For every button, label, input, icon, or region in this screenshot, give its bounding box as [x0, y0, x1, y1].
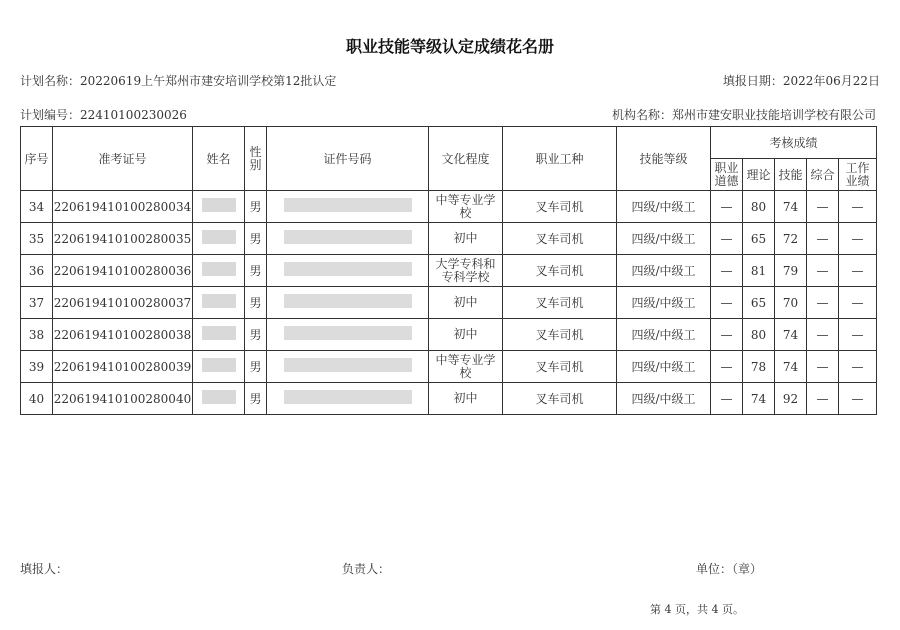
cell-theory: 80: [743, 319, 775, 351]
cell-overall: —: [807, 191, 839, 223]
cell-exam-no: 220619410100280036: [53, 255, 193, 287]
redacted-name: [202, 326, 236, 340]
cell-id-redacted: [267, 255, 429, 287]
cell-theory: 74: [743, 383, 775, 415]
cell-gender: 男: [245, 383, 267, 415]
cell-exam-no: 220619410100280037: [53, 287, 193, 319]
col-ethics-line2: 道德: [714, 173, 739, 188]
cell-occupation: 叉车司机: [503, 287, 617, 319]
redacted-id-number: [284, 262, 412, 276]
filler-label: 填报人：: [20, 562, 69, 576]
cell-name-redacted: [193, 351, 245, 383]
redacted-id-number: [284, 294, 412, 308]
education-line1: 中等专业学: [435, 352, 496, 367]
cell-occupation: 叉车司机: [503, 319, 617, 351]
col-occupation: 职业工种: [503, 127, 617, 191]
cell-theory: 81: [743, 255, 775, 287]
cell-seq: 40: [21, 383, 53, 415]
cell-skill: 74: [775, 319, 807, 351]
cell-skill-level: 四级/中级工: [617, 351, 711, 383]
col-ethics: [711, 159, 743, 191]
cell-theory: 65: [743, 287, 775, 319]
cell-education: [429, 287, 503, 319]
cell-ethics: —: [711, 287, 743, 319]
cell-gender: 男: [245, 191, 267, 223]
cell-gender: 男: [245, 223, 267, 255]
col-overall: 综合: [807, 159, 839, 191]
cell-skill-level: 四级/中级工: [617, 319, 711, 351]
cell-gender: 男: [245, 351, 267, 383]
cell-exam-no: 220619410100280034: [53, 191, 193, 223]
cell-performance: —: [839, 351, 877, 383]
fill-date: 填报日期：2022年06月22日: [722, 74, 880, 88]
col-skill-level: 技能等级: [617, 127, 711, 191]
table-row: [21, 223, 877, 255]
redacted-id-number: [284, 230, 412, 244]
cell-occupation: 叉车司机: [503, 383, 617, 415]
unit-seal-label: 单位：（章）: [696, 562, 763, 576]
education-line1: 初中: [453, 295, 478, 309]
cell-skill-level: 四级/中级工: [617, 383, 711, 415]
cell-id-redacted: [267, 223, 429, 255]
redacted-id-number: [284, 358, 412, 372]
cell-education: [429, 223, 503, 255]
cell-overall: —: [807, 351, 839, 383]
cell-ethics: —: [711, 383, 743, 415]
cell-theory: 80: [743, 191, 775, 223]
cell-overall: —: [807, 223, 839, 255]
score-table: [20, 126, 877, 415]
cell-performance: —: [839, 223, 877, 255]
table-header-row: [21, 127, 877, 159]
cell-education: [429, 255, 503, 287]
education-line1: 初中: [453, 391, 478, 405]
cell-seq: 34: [21, 191, 53, 223]
plan-name: 计划名称：20220619上午郑州市建安培训学校第12批认定: [20, 74, 337, 88]
table-row: [21, 351, 877, 383]
cell-exam-no: 220619410100280040: [53, 383, 193, 415]
cell-skill: 72: [775, 223, 807, 255]
cell-overall: —: [807, 383, 839, 415]
cell-gender: 男: [245, 287, 267, 319]
cell-name-redacted: [193, 383, 245, 415]
redacted-name: [202, 230, 236, 244]
cell-skill: 92: [775, 383, 807, 415]
cell-skill: 74: [775, 351, 807, 383]
redacted-name: [202, 390, 236, 404]
cell-skill: 79: [775, 255, 807, 287]
cell-performance: —: [839, 319, 877, 351]
col-performance: [839, 159, 877, 191]
cell-overall: —: [807, 255, 839, 287]
organization-name: 机构名称：郑州市建安职业技能培训学校有限公司: [611, 108, 876, 122]
cell-education: [429, 319, 503, 351]
cell-name-redacted: [193, 223, 245, 255]
cell-name-redacted: [193, 255, 245, 287]
page-indicator: 第 4 页，共 4 页。: [650, 603, 744, 616]
education-line2: 专科学校: [441, 269, 490, 284]
cell-overall: —: [807, 287, 839, 319]
education-line1: 中等专业学: [435, 192, 496, 207]
table-row: [21, 383, 877, 415]
plan-number: 计划编号：22410100230026: [20, 108, 187, 122]
col-ethics-line1: 职业: [714, 160, 739, 175]
redacted-name: [202, 294, 236, 308]
col-education: 文化程度: [429, 127, 503, 191]
cell-seq: 38: [21, 319, 53, 351]
cell-seq: 39: [21, 351, 53, 383]
cell-overall: —: [807, 319, 839, 351]
col-exam-no: 准考证号: [53, 127, 193, 191]
cell-ethics: —: [711, 191, 743, 223]
education-line2: 校: [459, 205, 472, 220]
cell-skill: 70: [775, 287, 807, 319]
cell-exam-no: 220619410100280039: [53, 351, 193, 383]
cell-id-redacted: [267, 191, 429, 223]
col-seq: 序号: [21, 127, 53, 191]
cell-seq: 37: [21, 287, 53, 319]
cell-gender: 男: [245, 255, 267, 287]
col-id-no: 证件号码: [267, 127, 429, 191]
cell-ethics: —: [711, 319, 743, 351]
col-scores-group: 考核成绩: [711, 127, 877, 159]
redacted-id-number: [284, 390, 412, 404]
cell-name-redacted: [193, 287, 245, 319]
table-row: [21, 287, 877, 319]
col-skill: 技能: [775, 159, 807, 191]
cell-theory: 65: [743, 223, 775, 255]
cell-skill-level: 四级/中级工: [617, 287, 711, 319]
cell-id-redacted: [267, 351, 429, 383]
redacted-id-number: [284, 198, 412, 212]
cell-occupation: 叉车司机: [503, 351, 617, 383]
cell-skill-level: 四级/中级工: [617, 255, 711, 287]
education-line1: 初中: [453, 231, 478, 245]
cell-occupation: 叉车司机: [503, 191, 617, 223]
cell-skill-level: 四级/中级工: [617, 223, 711, 255]
education-line1: 大学专科和: [435, 256, 496, 271]
cell-gender: 男: [245, 319, 267, 351]
cell-performance: —: [839, 287, 877, 319]
col-name: 姓名: [193, 127, 245, 191]
responsible-label: 负责人：: [342, 562, 391, 576]
col-performance-line2: 业绩: [845, 173, 870, 188]
cell-theory: 78: [743, 351, 775, 383]
cell-ethics: —: [711, 351, 743, 383]
cell-seq: 35: [21, 223, 53, 255]
cell-performance: —: [839, 383, 877, 415]
col-gender-line1: 性: [249, 144, 262, 159]
redacted-id-number: [284, 326, 412, 340]
cell-exam-no: 220619410100280035: [53, 223, 193, 255]
cell-occupation: 叉车司机: [503, 255, 617, 287]
cell-exam-no: 220619410100280038: [53, 319, 193, 351]
cell-occupation: 叉车司机: [503, 223, 617, 255]
table-row: [21, 191, 877, 223]
cell-name-redacted: [193, 319, 245, 351]
cell-seq: 36: [21, 255, 53, 287]
col-performance-line1: 工作: [845, 160, 870, 175]
cell-skill-level: 四级/中级工: [617, 191, 711, 223]
col-gender-line2: 别: [249, 157, 262, 172]
cell-name-redacted: [193, 191, 245, 223]
cell-education: [429, 383, 503, 415]
col-gender: [245, 127, 267, 191]
cell-id-redacted: [267, 383, 429, 415]
table-row: [21, 319, 877, 351]
education-line2: 校: [459, 365, 472, 380]
redacted-name: [202, 358, 236, 372]
cell-id-redacted: [267, 287, 429, 319]
education-line1: 初中: [453, 327, 478, 341]
cell-performance: —: [839, 191, 877, 223]
cell-performance: —: [839, 255, 877, 287]
col-theory: 理论: [743, 159, 775, 191]
cell-id-redacted: [267, 319, 429, 351]
cell-ethics: —: [711, 223, 743, 255]
cell-skill: 74: [775, 191, 807, 223]
cell-education: [429, 351, 503, 383]
redacted-name: [202, 198, 236, 212]
redacted-name: [202, 262, 236, 276]
cell-ethics: —: [711, 255, 743, 287]
page-title: 职业技能等级认定成绩花名册: [345, 37, 554, 56]
table-row: [21, 255, 877, 287]
cell-education: [429, 191, 503, 223]
